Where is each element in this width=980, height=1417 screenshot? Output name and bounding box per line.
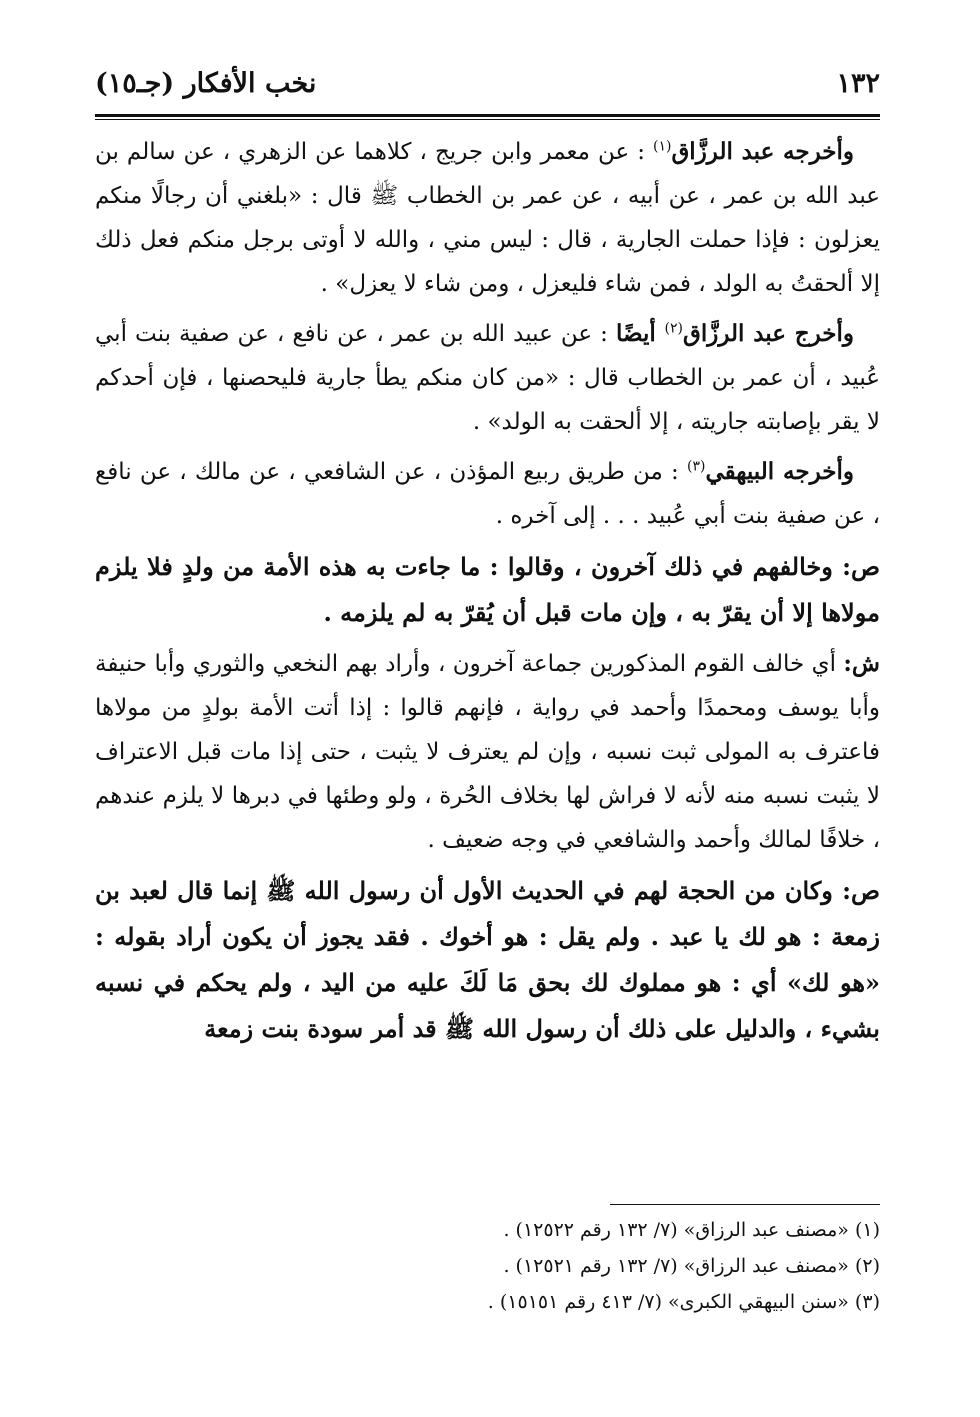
paragraph-body: : من طريق ربيع المؤذن ، عن الشافعي ، عن مالك ، عن نافع ، عن صفية بنت أبي عُبيد . . . إلى آخره .: [95, 459, 880, 529]
footnote-ref[interactable]: (٢): [664, 320, 684, 337]
footnote-ref[interactable]: (٣): [686, 458, 706, 475]
paragraph-abdulrazzaq-1: [95, 130, 880, 306]
paragraph-body: : عن معمر وابن جريج ، كلاهما عن الزهري ، عن سالم بن عبد الله بن عمر ، عن أبيه ، عن عمر بن الخطاب ﷺ قال : «بلغني أن رجالًا منكم يعزلون : فإذا حملت الجارية ، قال : ليس مني ، والله لا أوتى برجل منكم فعل ذلك إلا ألحقتُ به الولد ، فمن شاء فليعزل ، ومن شاء لا يعزل» .: [95, 139, 880, 297]
page-header: [95, 62, 880, 114]
paragraph-body: وكان من الحجة لهم في الحديث الأول أن رسول الله ﷺ إنما قال لعبد بن زمعة : هو لك يا عبد . ولم يقل : هو أخوك . فقد يجوز أن يكون أراد بقوله : «هو لك» أي : هو مملوك لك بحق مَا لَكَ عليه من اليد ، ولم يحكم في نسبه بشيء ، والدليل على ذلك أن رسول الله ﷺ قد أمر سودة بنت زمعة: [95, 876, 880, 1043]
matn-label: ص:: [842, 552, 880, 581]
paragraph-bayhaqi: [95, 450, 880, 538]
matn-paragraph-1: [95, 544, 880, 636]
matn-label: ص:: [842, 876, 880, 905]
footnote-1: (١) «مصنف عبد الرزاق» (٧/ ١٣٢ رقم ١٢٥٢٢) .: [503, 1219, 880, 1241]
paragraph-lead-extra: أيضًا: [616, 320, 665, 347]
paragraph-abdulrazzaq-2: [95, 312, 880, 444]
paragraph-body: : عن عبيد الله بن عمر ، عن نافع ، عن صفية بنت أبي عُبيد ، أن عمر بن الخطاب قال : «من كان منكم يطأ جارية فليحصنها ، فإن أحدكم لا يقر بإصابته جاريته ، إلا ألحقت به الولد» .: [95, 321, 880, 435]
footnote-2: (٢) «مصنف عبد الرزاق» (٧/ ١٣٢ رقم ١٢٥٢١) .: [503, 1255, 880, 1277]
running-title: نخب الأفكار (جـ١٥): [95, 68, 317, 99]
matn-paragraph-2: [95, 868, 880, 1052]
footnote-separator: [610, 1204, 880, 1205]
footnote-ref[interactable]: (١): [652, 138, 672, 155]
paragraph-lead: وأخرجه البيهقي: [705, 458, 854, 485]
header-rule-thick: [95, 114, 880, 117]
sharh-label: ش:: [843, 650, 880, 677]
page-number: ١٣٢: [836, 68, 880, 99]
paragraph-lead: وأخرجه عبد الرزَّاق: [671, 138, 854, 165]
paragraph-lead: وأخرج عبد الرزَّاق: [683, 320, 854, 347]
main-text: [95, 130, 880, 1052]
book-page: [95, 62, 880, 1313]
header-rule-thin: [95, 119, 880, 120]
footnotes: [95, 1212, 880, 1320]
footnote-3: (٣) «سنن البيهقي الكبرى» (٧/ ٤١٣ رقم ١٥١٥١) .: [487, 1291, 880, 1313]
paragraph-body: أي خالف القوم المذكورين جماعة آخرون ، وأراد بهم النخعي والثوري وأبا حنيفة وأبا يوسف ومحمدًا وأحمد في رواية ، فإنهم قالوا : إذا أتت الأمة بولدٍ من مولاها فاعترف به المولى ثبت نسبه ، وإن لم يعترف لا يثبت ، حتى إذا مات قبل الاعتراف لا يثبت نسبه منه لأنه لا فراش لها بخلاف الحُرة ، ولو وطئها في دبرها لا يلزم عندهم ، خلافًا لمالك وأحمد والشافعي في وجه ضعيف .: [95, 651, 880, 853]
paragraph-body: وخالفهم في ذلك آخرون ، وقالوا : ما جاءت به هذه الأمة من ولدٍ فلا يلزم مولاها إلا أن يقرّ به ، وإن مات قبل أن يُقرّ به لم يلزمه .: [95, 552, 880, 627]
sharh-paragraph: [95, 642, 880, 862]
